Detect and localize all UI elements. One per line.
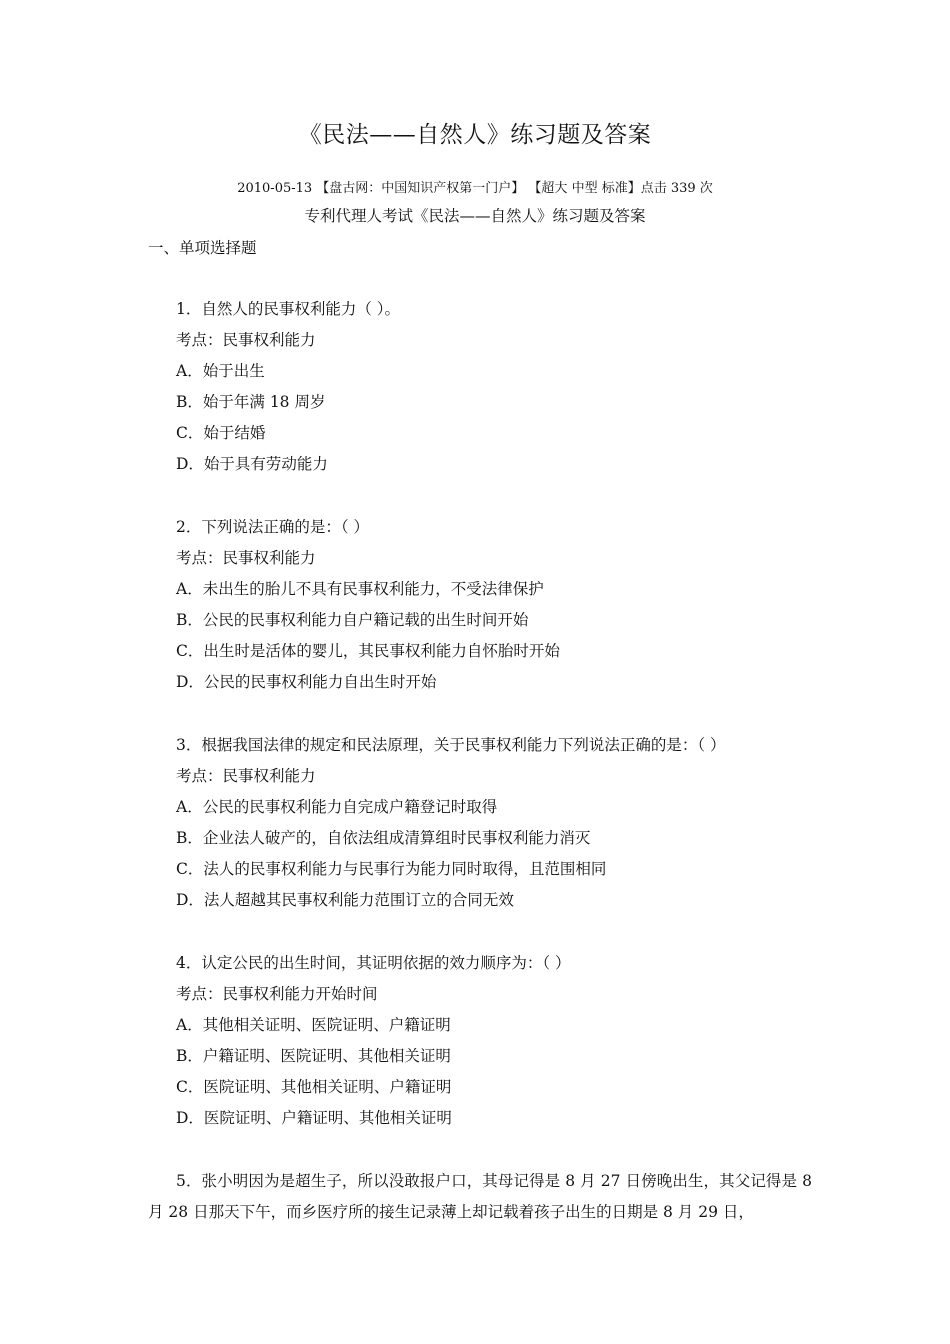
option-d: D．法人超越其民事权利能力范围订立的合同无效 — [176, 891, 514, 909]
question-topic: 考点：民事权利能力 — [176, 549, 316, 567]
option-c: C．始于结婚 — [176, 424, 266, 442]
option-d: D．医院证明、户籍证明、其他相关证明 — [176, 1109, 452, 1127]
option-a: A．公民的民事权利能力自完成户籍登记时取得 — [176, 798, 498, 816]
question-1 — [176, 294, 826, 480]
question-topic: 考点：民事权利能力 — [176, 767, 316, 785]
option-d: D．始于具有劳动能力 — [176, 455, 328, 473]
option-c: C．法人的民事权利能力与民事行为能力同时取得，且范围相同 — [176, 860, 607, 878]
question-stem: 1．自然人的民事权利能力（ ）。 — [176, 300, 401, 318]
option-c: C．出生时是活体的婴儿，其民事权利能力自怀胎时开始 — [176, 642, 560, 660]
question-4 — [176, 948, 826, 1134]
question-3 — [176, 730, 826, 916]
option-d: D．公民的民事权利能力自出生时开始 — [176, 673, 437, 691]
option-b: B．始于年满 18 周岁 — [176, 393, 326, 411]
option-a: A．始于出生 — [176, 362, 265, 380]
question-topic: 考点：民事权利能力开始时间 — [176, 985, 378, 1003]
option-a: A．未出生的胎儿不具有民事权利能力，不受法律保护 — [176, 580, 544, 598]
question-2 — [176, 512, 826, 698]
option-b: B．公民的民事权利能力自户籍记载的出生时间开始 — [176, 611, 529, 629]
document-title: 《民法——自然人》练习题及答案 — [298, 122, 652, 148]
question-5-paragraph: 5．张小明因为是超生子，所以没敢报户口，其母记得是 8 月 27 日傍晚出生，其父记得是 8 月 28 日那天下午，而乡医疗所的接生记录薄上却记载着孩子出生的日期是 8 月 29 日， — [148, 1172, 812, 1221]
question-stem: 3．根据我国法律的规定和民法原理，关于民事权利能力下列说法正确的是：（ ） — [176, 736, 726, 754]
option-c: C．医院证明、其他相关证明、户籍证明 — [176, 1078, 452, 1096]
option-b: B．企业法人破产的，自依法组成清算组时民事权利能力消灭 — [176, 829, 591, 847]
question-stem: 2．下列说法正确的是：（ ） — [176, 518, 370, 536]
option-b: B．户籍证明、医院证明、其他相关证明 — [176, 1047, 451, 1065]
question-stem: 4．认定公民的出生时间，其证明依据的效力顺序为：（ ） — [176, 954, 571, 972]
section-heading: 一、单项选择题 — [148, 239, 257, 257]
option-a: A．其他相关证明、医院证明、户籍证明 — [176, 1016, 451, 1034]
document-subtitle: 专利代理人考试《民法——自然人》练习题及答案 — [304, 207, 646, 225]
question-topic: 考点：民事权利能力 — [176, 331, 316, 349]
article-meta: 2010-05-13 【盘古网：中国知识产权第一门户】 【超大 中型 标准】点击 339 次 — [237, 181, 713, 196]
